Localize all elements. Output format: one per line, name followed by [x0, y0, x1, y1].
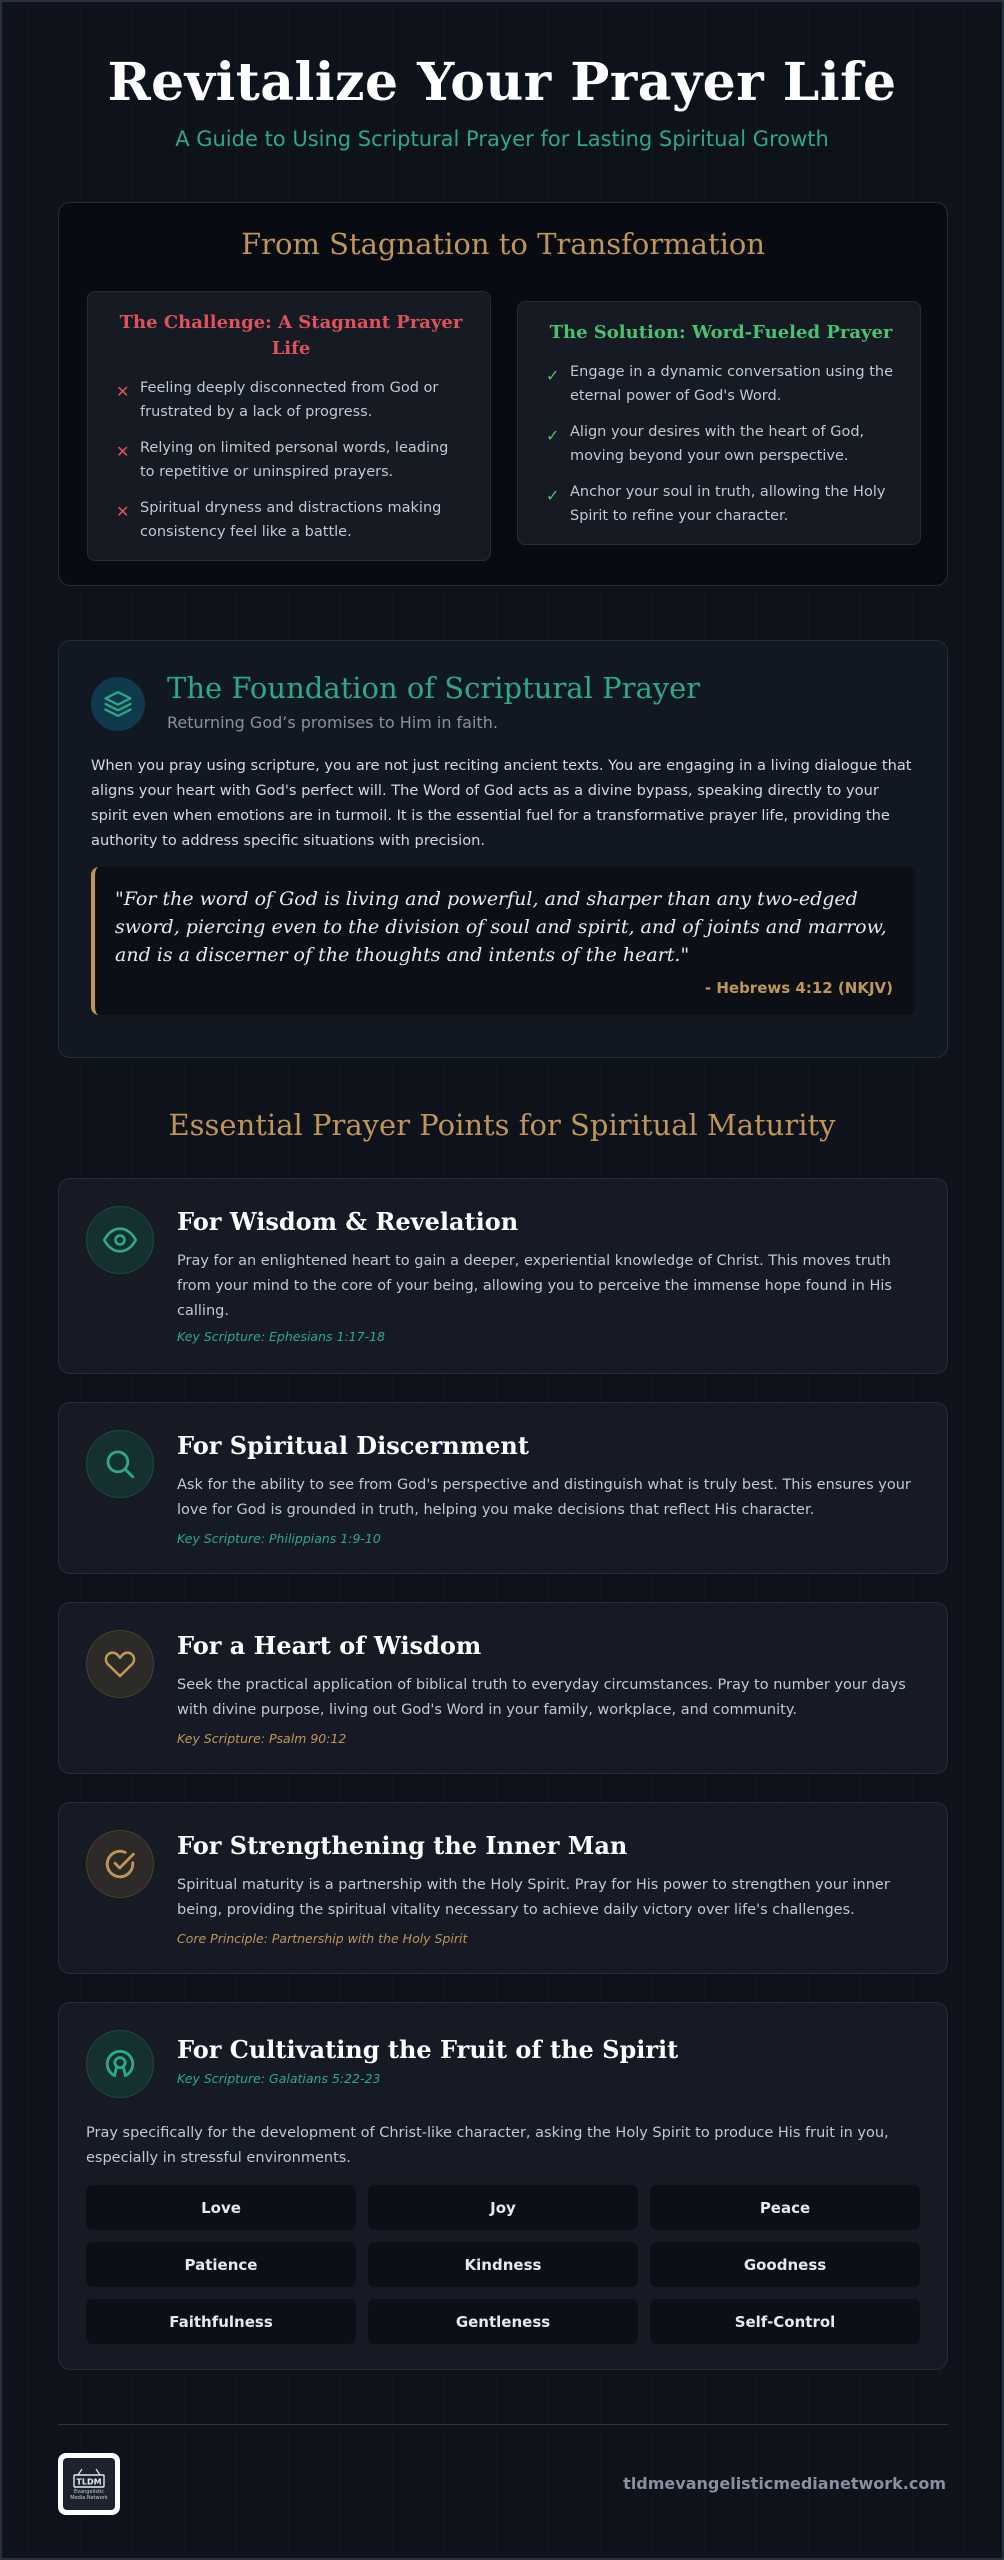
scripture-quote — [91, 867, 915, 1015]
challenge-item — [116, 436, 466, 484]
fruit-chip: Faithfulness — [86, 2299, 356, 2344]
fruit-chip: Patience — [86, 2242, 356, 2287]
brand-logo[interactable] — [58, 2453, 120, 2515]
fruit-chip: Love — [86, 2185, 356, 2230]
foundation-subtitle: Returning God’s promises to Him in faith. — [167, 713, 498, 732]
solution-title: The Solution: Word-Fueled Prayer — [549, 322, 893, 343]
check-icon: ✓ — [546, 486, 560, 505]
fruit-chip: Self-Control — [650, 2299, 920, 2344]
foundation-body: When you pray using scripture, you are not just reciting ancient texts. You are engaging in a living dialogue that aligns your heart with God's perfect will. The Word of God acts as a divine bypass, speaking directly to your spirit even when emotions are in turmoil. It is the essential fuel for a transformative prayer life, providing the authority to address specific situations with precision. — [91, 757, 912, 849]
logo-graphic — [72, 2467, 106, 2489]
point-title: For Cultivating the Fruit of the Spirit — [177, 2035, 679, 2064]
challenge-item — [116, 376, 466, 424]
point-scripture-ref: Key Scripture: Galatians 5:22-23 — [177, 2071, 381, 2086]
point-scripture-ref: Key Scripture: Psalm 90:12 — [177, 1731, 347, 1746]
prayer-point-card — [58, 2002, 948, 2370]
fruit-chip: Peace — [650, 2185, 920, 2230]
logo-mark — [63, 2458, 115, 2510]
logo-text-line: Evangelistic — [73, 2489, 105, 2495]
point-title: For Wisdom & Revelation — [177, 1207, 519, 1236]
footer-divider — [58, 2424, 948, 2425]
foundation-section — [58, 640, 948, 1058]
check-icon: ✓ — [546, 426, 560, 445]
challenge-title: The Challenge: A Stagnant Prayer Life — [119, 312, 463, 359]
challenge-item-text: Relying on limited personal words, leading to repetitive or uninspired prayers. — [140, 440, 449, 480]
solution-item — [546, 360, 896, 408]
prayer-point-card — [58, 1802, 948, 1974]
footer-website-link[interactable]: tldmevangelisticmedianetwork.com — [623, 2474, 946, 2493]
point-title: For Strengthening the Inner Man — [177, 1831, 628, 1860]
point-title: For Spiritual Discernment — [177, 1431, 529, 1460]
point-body: Pray specifically for the development of Christ-like character, asking the Holy Spirit to produce His fruit in you, especially in stressful environments. — [86, 2125, 889, 2166]
check-icon: ✓ — [546, 366, 560, 385]
fruit-chip: Kindness — [368, 2242, 638, 2287]
page-header — [2, 2, 1002, 151]
solution-card — [517, 301, 921, 545]
solution-item — [546, 420, 896, 468]
prayer-point-card — [58, 1402, 948, 1574]
point-title: For a Heart of Wisdom — [177, 1631, 482, 1660]
page-title: Revitalize Your Prayer Life — [107, 52, 897, 113]
logo-text-line: Media Network — [70, 2495, 108, 2501]
point-scripture-ref: Key Scripture: Philippians 1:9-10 — [177, 1531, 381, 1546]
point-principle: Core Principle: Partnership with the Holy Spirit — [177, 1931, 468, 1946]
prayer-points-title: Essential Prayer Points for Spiritual Maturity — [168, 1108, 836, 1142]
life-ring-icon — [86, 2030, 154, 2098]
prayer-point-card — [58, 1602, 948, 1774]
challenge-item-text: Feeling deeply disconnected from God or frustrated by a lack of progress. — [140, 380, 439, 420]
quote-reference: - Hebrews 4:12 (NKJV) — [704, 979, 893, 997]
fruit-chip: Gentleness — [368, 2299, 638, 2344]
point-body: Spiritual maturity is a partnership with the Holy Spirit. Pray for His power to strengthen your inner being, providing the spiritual vitality necessary to achieve daily victory over life's challenges. — [177, 1877, 890, 1918]
fruit-grid — [86, 2185, 920, 2344]
foundation-title: The Foundation of Scriptural Prayer — [167, 671, 701, 705]
point-scripture-ref: Key Scripture: Ephesians 1:17-18 — [177, 1329, 385, 1344]
x-icon: ✕ — [116, 382, 130, 401]
contrast-title: From Stagnation to Transformation — [240, 227, 766, 261]
x-icon: ✕ — [116, 502, 130, 521]
search-icon — [86, 1430, 154, 1498]
fruit-chip: Joy — [368, 2185, 638, 2230]
solution-item-text: Anchor your soul in truth, allowing the Holy Spirit to refine your character. — [570, 484, 886, 524]
prayer-point-card — [58, 1178, 948, 1374]
check-circle-icon — [86, 1830, 154, 1898]
quote-text: "For the word of God is living and powerful, and sharper than any two-edged sword, piercing even to the division of soul and spirit, and of joints and marrow, and is a discerner of the thoughts and intents of the heart." — [115, 888, 887, 966]
heart-icon — [86, 1630, 154, 1698]
point-body: Seek the practical application of biblical truth to everyday circumstances. Pray to number your days with divine purpose, living out God's Word in your family, workplace, and community. — [177, 1677, 906, 1718]
fruit-chip: Goodness — [650, 2242, 920, 2287]
challenge-item-text: Spiritual dryness and distractions making consistency feel like a battle. — [140, 500, 442, 540]
page-subtitle: A Guide to Using Scriptural Prayer for Lasting Spiritual Growth — [175, 127, 829, 151]
point-body: Pray for an enlightened heart to gain a deeper, experiential knowledge of Christ. This moves truth from your mind to the core of your being, allowing you to perceive the immense hope found in His calling. — [177, 1253, 892, 1319]
solution-item — [546, 480, 896, 528]
contrast-section — [58, 202, 948, 586]
solution-item-text: Engage in a dynamic conversation using the eternal power of God's Word. — [570, 364, 893, 404]
point-body: Ask for the ability to see from God's perspective and distinguish what is truly best. This ensures your love for God is grounded in truth, helping you make decisions that reflect His character. — [177, 1477, 911, 1518]
svg-text:TLDM: TLDM — [76, 2477, 102, 2487]
layers-icon — [91, 677, 145, 731]
challenge-card — [87, 291, 491, 561]
eye-icon — [86, 1206, 154, 1274]
solution-item-text: Align your desires with the heart of God, moving beyond your own perspective. — [570, 424, 865, 464]
x-icon: ✕ — [116, 442, 130, 461]
challenge-item — [116, 496, 466, 544]
